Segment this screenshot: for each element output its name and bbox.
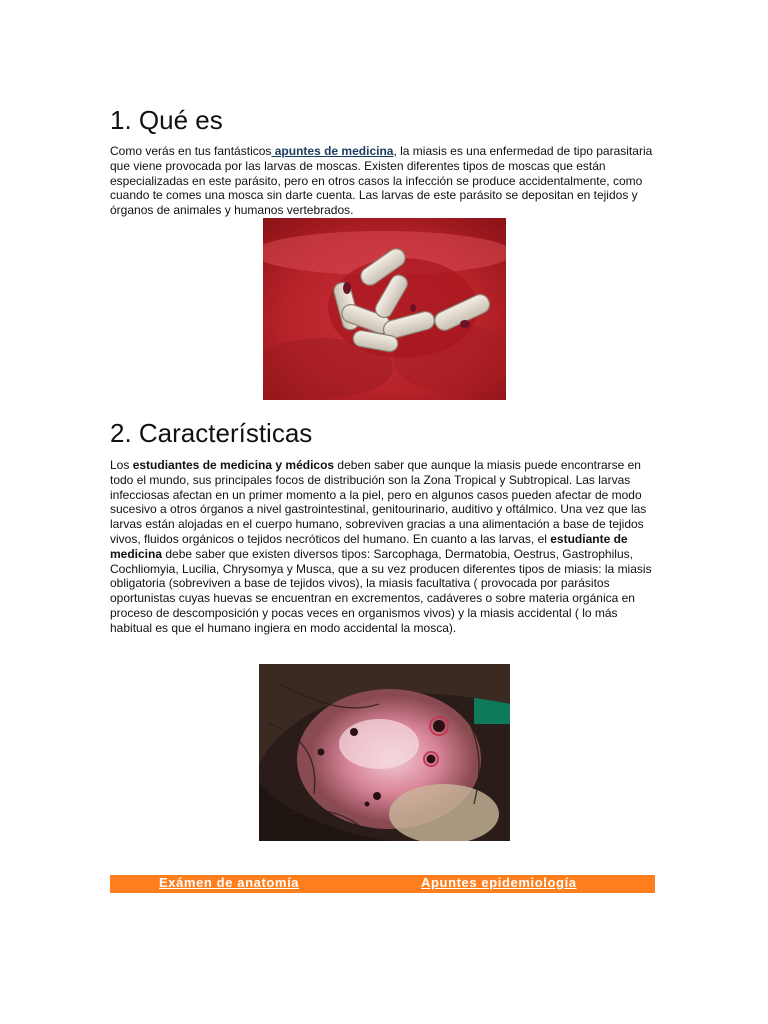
paragraph-text: Como verás en tus fantásticos — [110, 144, 272, 158]
paragraph-text: Los — [110, 458, 133, 472]
bold-text: estudiante de medicina — [110, 531, 628, 561]
apuntes-epidemiologia-link[interactable]: Apuntes epidemiología — [421, 875, 577, 890]
section-paragraph-que-es — [110, 144, 660, 218]
examen-anatomia-link[interactable]: Exámen de anatomía — [159, 875, 300, 890]
paragraph-text: , la miasis es una enfermedad de tipo parasitaria que viene provocada por las larvas de moscas. Existen diferentes tipos de moscas que están especializadas en este parásito, pero en otros casos la infección se produce accidentalmente, como cuando te comes una mosca sin darte cuenta. Las larvas de este parásito se depositan en tejidos y órganos de animales y humanos vertebrados. — [110, 144, 653, 218]
larvae-photo — [263, 218, 506, 400]
paragraph-text: deben saber que aunque la miasis puede encontrarse en todo el mundo, sus principales focos de distribución son la Zona Tropical y Subtropical. Las larvas infecciosas afectan en un primer momento a la piel, pero en algunos casos pueden afectar de modo sucesivo a otros órganos a nivel gastrointestinal, genitourinario, auditivo y oftálmico. Una vez que las larvas están alojadas en el cuerpo humano, sobreviven gracias a una alimentación a base de tejidos vivos, fluidos orgánicos o tejidos necróticos del humano. En cuanto a las larvas, el — [110, 458, 647, 546]
bold-text: estudiantes de medicina y médicos — [132, 458, 335, 472]
scalp-lesion-photo — [259, 664, 510, 841]
footer-links-bar — [110, 875, 655, 893]
section-paragraph-caracteristicas — [110, 458, 660, 636]
section-title-que-es: 1. Qué es — [110, 105, 223, 135]
section-title-caracteristicas: 2. Características — [110, 418, 313, 448]
paragraph-text: debe saber que existen diversos tipos: Sarcophaga, Dermatobia, Oestrus, Gastrophilus, Cochliomyia, Lucilia, Chrysomya y Musca, que a su vez producen diferentes tipos de miasis: la miasis obligatoria (sobreviven a base de tejidos vivos), la miasis facultativa ( provocada por parásitos oportunistas cuyas huevas se encuentran en excrementos, cadáveres o sobre materia orgánica en proceso de descomposición y pocas veces en organismos vivos) y la miasis accidental ( lo más habitual es que el humano ingiera en modo accidental la mosca). — [110, 546, 652, 635]
apuntes-medicina-link[interactable]: apuntes de medicina — [271, 144, 394, 158]
